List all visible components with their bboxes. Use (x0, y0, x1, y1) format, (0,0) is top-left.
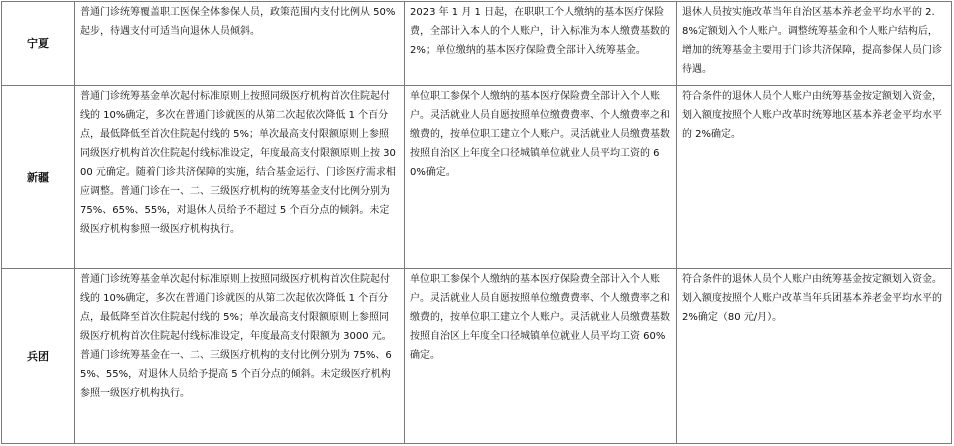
retiree-account-cell (677, 269, 952, 444)
policy-comparison-table (1, 1, 952, 444)
retiree-account-text: 符合条件的退休人员个人账户由统筹基金按定额划入资金，划入额度按照个人账户改革时统筹地区基本养老金平均水平的 2%确定。 (682, 91, 942, 140)
employee-account-text: 2023 年 1 月 1 日起，在职职工个人缴纳的基本医疗保险费，全部计入本人的个人账户，计入标准为本人缴费基数的 2%；单位缴纳的基本医疗保险费全部计入统筹基金。 (410, 7, 674, 56)
employee-account-text: 单位职工参保个人缴纳的基本医疗保险费全部计入个人账户。灵活就业人员自愿按照单位缴费费率、个人缴费率之和缴费的，按单位职工建立个人账户。灵活就业人员缴费基数按照自治区上年度全口径城镇单位就业人员平均工资的 60%确定。 (410, 91, 670, 178)
region-name: 宁夏 (27, 37, 49, 50)
employee-account-cell (405, 86, 677, 269)
table-row (2, 2, 952, 86)
employee-account-text: 单位职工参保个人缴纳的基本医疗保险费全部计入个人账户。灵活就业人员自愿按照单位缴费费率、个人缴费率之和缴费的，按单位职工建立个人账户。灵活就业人员缴费基数按照自治区上年度全口径城镇单位就业人员平均工资 60%确定。 (410, 274, 670, 361)
outpatient-policy-cell (75, 86, 405, 269)
employee-account-cell (405, 269, 677, 444)
outpatient-policy-cell (75, 2, 405, 86)
table-row (2, 86, 952, 269)
outpatient-policy-text: 普通门诊统筹基金单次起付标准原则上按照同级医疗机构首次住院起付线的 10%确定，多次在普通门诊就医的从第二次起依次降低 1 个百分点，最低降低至首次住院起付线的 5%；单次最高支付限额原则上参照同级医疗机构首次住院起付线标准设定，年度最高支付限额原则上按 3000 元确定。随着门诊共济保障的实施，结合基金运行、门诊医疗需求相应调整。普通门诊在一、二、三级医疗机构的统筹基金支付比例分别为 75%、65%、55%，对退休人员给予不超过 5 个百分点的倾斜。未定级医疗机构参照一级医疗机构执行。 (80, 91, 396, 235)
table-row (2, 269, 952, 444)
region-cell (2, 86, 75, 269)
retiree-account-text: 符合条件的退休人员个人账户由统筹基金按定额划入资金。划入额度按照个人账户改革当年兵团基本养老金平均水平的 2%确定（80 元/月）。 (682, 274, 946, 323)
region-cell (2, 2, 75, 86)
retiree-account-cell (677, 86, 952, 269)
region-name: 新疆 (27, 170, 49, 184)
retiree-account-text: 退休人员按实施改革当年自治区基本养老金平均水平的 2.8%定额划入个人账户。调整统筹基金和个人账户结构后，增加的统筹基金主要用于门诊共济保障，提高参保人员门诊待遇。 (682, 7, 942, 75)
region-name: 兵团 (27, 349, 49, 363)
region-cell (2, 269, 75, 444)
outpatient-policy-text: 普通门诊统筹基金单次起付标准原则上按照同级医疗机构首次住院起付线的 10%确定，多次在普通门诊就医的从第二次起依次降低 1 个百分点，最低降至首次住院起付线的 5%；单次最高支付限额原则上参照同级医疗机构首次住院起付线标准设定，年度最高支付限额为 3000 元。 普通门诊统筹基金在一、二、三级医疗机构的支付比例分别为 75%、65%、55%，对退休人员给予提高 5 个百分点的倾斜。未定级医疗机构参照一级医疗机构执行。 (80, 274, 392, 399)
outpatient-policy-cell (75, 269, 405, 444)
outpatient-policy-text: 普通门诊统筹覆盖职工医保全体参保人员，政策范围内支付比例从 50%起步，待遇支付可适当向退休人员倾斜。 (80, 7, 396, 37)
employee-account-cell (405, 2, 677, 86)
retiree-account-cell (677, 2, 952, 86)
